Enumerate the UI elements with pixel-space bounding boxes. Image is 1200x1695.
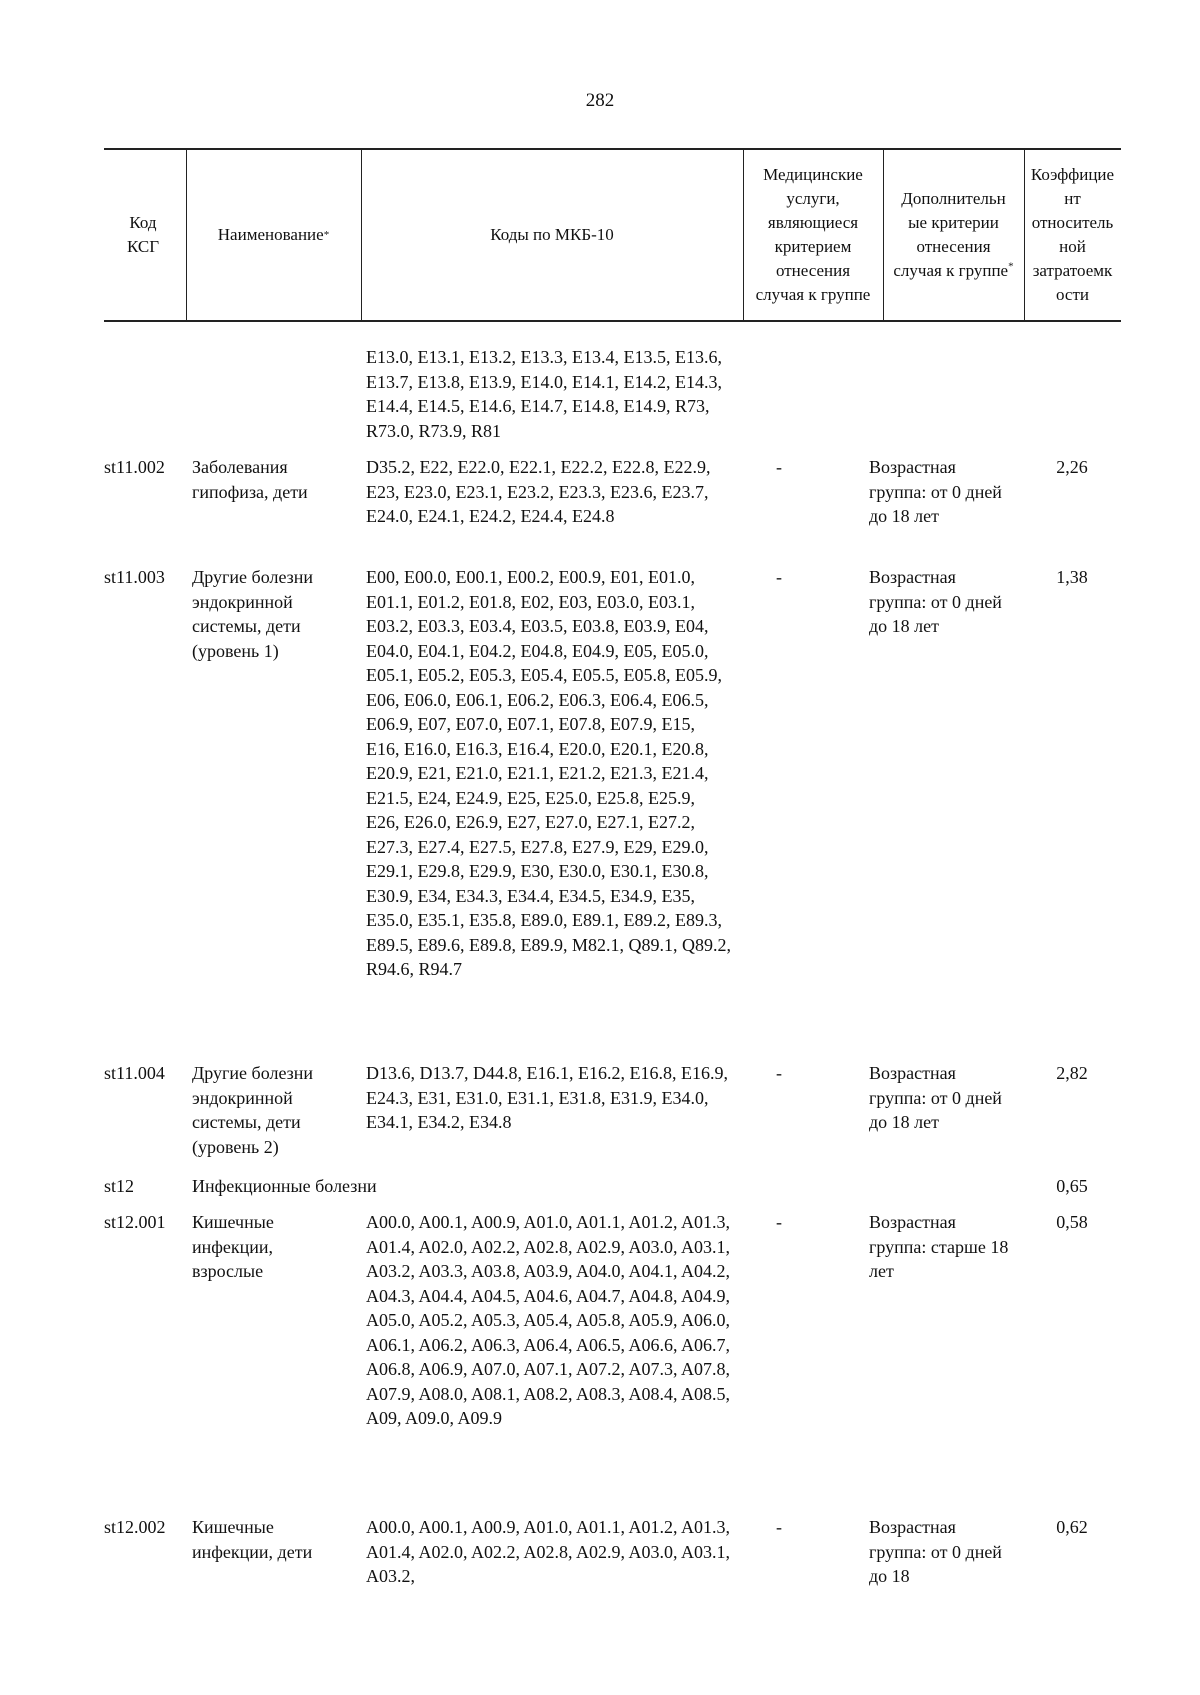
row-mkb: A00.0, A00.1, A00.9, A01.0, A01.1, A01.2, A01.3, A01.4, A02.0, A02.2, A02.8, A02.9, A03.0, A03.1, A03.2, A03.3, A03.8, A03.9, A04.0, A04.1, A04.2, A04.3, A04.4, A04.5, A04.6, A04.7, A04.8, A04.9, A05.0, A05.2, A05.3, A05.4, A05.8, A05.9, A06.0, A06.1, A06.2, A06.3, A06.4, A06.5, A06.6, A06.7, A06.8, A06.9, A07.0, A07.1, A07.2, A07.3, A07.8, A07.9, A08.0, A08.1, A08.2, A08.3, A08.4, A08.5, A09, A09.0, A09.9 bbox=[366, 1212, 731, 1428]
header-coef: Коэффицие нт относитель ной затратоемк ости bbox=[1030, 165, 1115, 304]
row-code: st11.004 bbox=[104, 1063, 165, 1083]
row-mkb: D35.2, E22, E22.0, E22.1, E22.2, E22.8, E22.9, E23, E23.0, E23.1, E23.2, E23.3, E23.6, E23.7, E24.0, E24.1, E24.2, E24.4, E24.8 bbox=[366, 457, 711, 526]
row-services: - bbox=[776, 1212, 782, 1232]
page-number: 282 bbox=[585, 90, 615, 111]
row-name: Заболевания гипофиза, дети bbox=[192, 457, 308, 502]
header-name: Наименование * bbox=[217, 225, 330, 244]
row-coef: 0,62 bbox=[1056, 1517, 1088, 1537]
row-criteria: Возрастная группа: от 0 дней до 18 лет bbox=[869, 567, 1002, 636]
ksg-table bbox=[104, 148, 1121, 322]
row-code: st11.002 bbox=[104, 457, 165, 477]
row-criteria: Возрастная группа: от 0 дней до 18 bbox=[869, 1517, 1002, 1586]
row-mkb: D13.6, D13.7, D44.8, E16.1, E16.2, E16.8, E16.9, E24.3, E31, E31.0, E31.1, E31.8, E31.9, E34.0, E34.1, E34.2, E34.8 bbox=[366, 1063, 728, 1132]
row-mkb: E00, E00.0, E00.1, E00.2, E00.9, E01, E01.0, E01.1, E01.2, E01.8, E02, E03, E03.0, E03.1, E03.2, E03.3, E03.4, E03.5, E03.8, E03.9, E04, E04.0, E04.1, E04.2, E04.8, E04.9, E05, E05.0, E05.1, E05.2, E05.3, E05.4, E05.5, E05.8, E05.9, E06, E06.0, E06.1, E06.2, E06.3, E06.4, E06.5, E06.9, E07, E07.0, E07.1, E07.8, E07.9, E15, E16, E16.0, E16.3, E16.4, E20.0, E20.1, E20.8, E20.9, E21, E21.0, E21.1, E21.2, E21.3, E21.4, E21.5, E24, E24.9, E25, E25.0, E25.8, E25.9, E26, E26.0, E26.9, E27, E27.0, E27.1, E27.2, E27.3, E27.4, E27.5, E27.8, E27.9, E29, E29.0, E29.1, E29.8, E29.9, E30, E30.0, E30.1, E30.8, E30.9, E34, E34.3, E34.4, E34.5, E34.9, E35, E35.0, E35.1, E35.8, E89.0, E89.1, E89.2, E89.3, E89.5, E89.6, E89.8, E89.9, M82.1, Q89.1, Q89.2, R94.6, R94.7 bbox=[366, 567, 731, 979]
row-coef: 0,65 bbox=[1056, 1176, 1088, 1196]
row-criteria: Возрастная группа: от 0 дней до 18 лет bbox=[869, 1063, 1002, 1132]
row-name: Кишечные инфекции, дети bbox=[192, 1517, 313, 1562]
row-services: - bbox=[776, 1063, 782, 1083]
row-services: - bbox=[776, 1517, 782, 1537]
row-name: Кишечные инфекции, взрослые bbox=[192, 1212, 274, 1281]
header-mkb: Коды по МКБ-10 bbox=[490, 225, 614, 244]
row-criteria: Возрастная группа: от 0 дней до 18 лет bbox=[869, 457, 1002, 526]
row-code: st12.002 bbox=[104, 1517, 166, 1537]
row-name: Другие болезни эндокринной системы, дети (уровень 1) bbox=[192, 567, 314, 661]
row-mkb: A00.0, A00.1, A00.9, A01.0, A01.1, A01.2, A01.3, A01.4, A02.0, A02.2, A02.8, A02.9, A03.0, A03.1, A03.2, bbox=[366, 1517, 731, 1586]
row-code: st12 bbox=[104, 1176, 135, 1196]
row-coef: 0,58 bbox=[1056, 1212, 1088, 1232]
row-mkb: E13.0, E13.1, E13.2, E13.3, E13.4, E13.5, E13.6, E13.7, E13.8, E13.9, E14.0, E14.1, E14.2, E14.3, E14.4, E14.5, E14.6, E14.7, E14.8, E14.9, R73, R73.0, R73.9, R81 bbox=[366, 347, 722, 441]
row-coef: 2,82 bbox=[1056, 1063, 1088, 1083]
row-coef: 2,26 bbox=[1056, 457, 1088, 477]
row-code: st11.003 bbox=[104, 567, 165, 587]
row-services: - bbox=[776, 567, 782, 587]
header-services: Медицинские услуги, являющиеся критерием отнесения случая к группе bbox=[755, 165, 871, 304]
row-name: Инфекционные болезни bbox=[192, 1176, 377, 1196]
row-coef: 1,38 bbox=[1056, 567, 1088, 587]
row-name: Другие болезни эндокринной системы, дети (уровень 2) bbox=[192, 1063, 314, 1157]
header-criteria: Дополнительн ые критерии отнесения случая к группе* bbox=[893, 189, 1014, 280]
row-services: - bbox=[776, 457, 782, 477]
header-code: Код КСГ bbox=[126, 213, 160, 256]
row-code: st12.001 bbox=[104, 1212, 166, 1232]
table-header bbox=[104, 148, 1121, 322]
row-criteria: Возрастная группа: старше 18 лет bbox=[869, 1212, 1009, 1281]
